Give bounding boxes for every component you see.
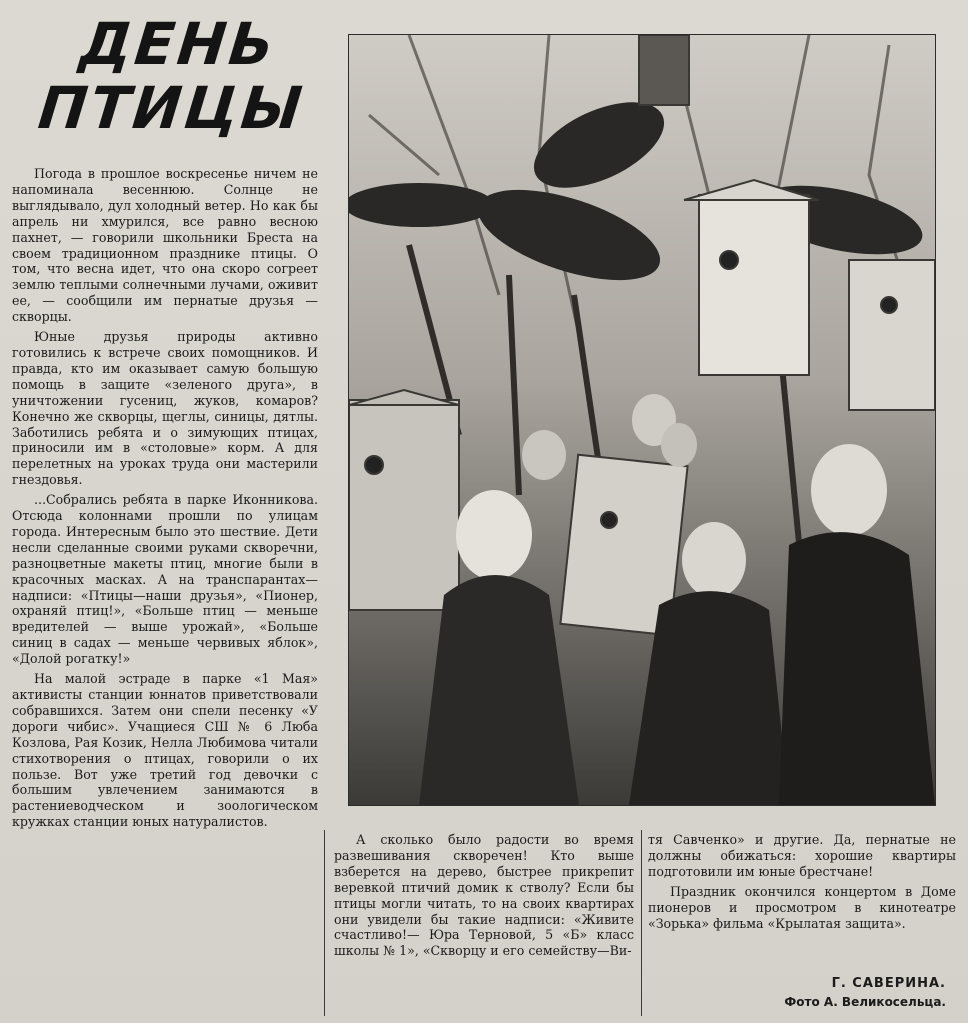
paragraph-6: тя Савченко» и другие. Да, пернатые не должны обижаться: хорошие квартиры подготовили им юные брестчане! bbox=[648, 832, 956, 879]
article-photo bbox=[348, 34, 936, 806]
article-headline bbox=[33, 12, 316, 140]
paragraph-7: Праздник окончился концертом в Доме пионеров и просмотром в кинотеатре «Зорька» фильма «Крылатая защита». bbox=[648, 883, 956, 931]
paragraph-1: Погода в прошлое воскресенье ничем не напоминала весеннюю. Солнце не выглядывало, дул холодный ветер. Но как бы апрель ни хмурился, все равно весною пахнет, — говорили школьники Бреста на своем традиционном празднике птицы. О том, что весна идет, что она скоро согреет землю теплыми солнечными лучами, оживит ее, — сообщили им пернатые друзья — скворцы. bbox=[12, 166, 318, 325]
paragraph-5: А сколько было радости во время развешивания скворечен! Кто выше взберется на дерево, быстрее прикрепит веревкой птичий домик к стволу? Если бы птицы могли читать, то на своих квартирах они увидели бы такие надписи: «Живите счастливо!— Юра Терновой, 5 «Б» класс школы № 1», «Скворцу и его семейству—Ви- bbox=[334, 832, 634, 959]
author-signature: Г. САВЕРИНА. bbox=[831, 976, 946, 991]
photo-children-with-birdhouses bbox=[349, 35, 935, 805]
paragraph-2: Юные друзья природы активно готовились к встрече своих помощников. И правда, кто им оказывает самую большую помощь в защите «зеленого друга», в уничтожении гусениц, жуков, комаров? Конечно же скворцы, щеглы, синицы, дятлы. Заботились ребята и о зимующих птицах, приносили им в «столовые» корм. А для перелетных на уроках труда они мастерили гнездовья. bbox=[12, 329, 318, 488]
article-column-3 bbox=[648, 832, 956, 931]
photo-credit: Фото А. Великосельца. bbox=[784, 995, 946, 1009]
article-column-1 bbox=[12, 166, 318, 830]
paragraph-3: ...Собрались ребята в парке Иконникова. Отсюда колоннами прошли по улицам города. Интересным было это шествие. Дети несли сделанные своими руками скворечни, разноцветные макеты птиц, многие были в красочных масках. А на транспарантах—надписи: «Птицы—наши друзья», «Пионер, охраняй птиц!», «Больше птиц — меньше вредителей — выше урожай», «Больше синиц в садах — меньше червивых яблок», «Долой рогатку!» bbox=[12, 492, 318, 667]
headline-line-1: ДЕНЬ bbox=[76, 10, 280, 78]
column-divider-2 bbox=[641, 830, 642, 1016]
column-divider-1 bbox=[324, 830, 325, 1016]
paragraph-4: На малой эстраде в парке «1 Мая» активисты станции юннатов приветствовали собравшихся. Затем они спели песенку «У дороги чибис». Учащиеся СШ № 6 Люба Козлова, Рая Козик, Нелла Любимова читали стихотворения о птицах, говорили о их пользе. Вот уже третий год девочки с большим увлечением занимаются в растениеводческом и зоологическом кружках станции юных натуралистов. bbox=[12, 671, 318, 830]
headline-line-2: ПТИЦЫ bbox=[35, 74, 308, 142]
article-column-2 bbox=[334, 832, 634, 959]
